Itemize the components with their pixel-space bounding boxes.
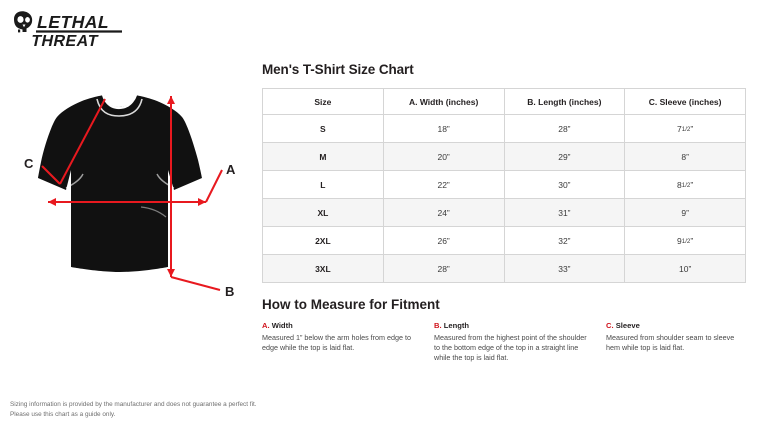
cell-length: 28” bbox=[504, 115, 625, 143]
column-header-length: B. Length (inches) bbox=[504, 89, 625, 115]
label-c: C bbox=[24, 156, 34, 171]
how-to-measure-title: How to Measure for Fitment bbox=[262, 297, 440, 312]
leader-a bbox=[206, 170, 222, 202]
logo-wordmark-top bbox=[35, 12, 111, 32]
table-row bbox=[263, 143, 746, 171]
how-to-name: Length bbox=[443, 321, 470, 330]
logo-text-lethal: LETHAL bbox=[35, 12, 112, 32]
size-chart-panel bbox=[262, 62, 758, 364]
table-row bbox=[263, 227, 746, 255]
table-row bbox=[263, 255, 746, 283]
cell-sleeve: 91/2” bbox=[625, 227, 746, 255]
how-to-letter: C. bbox=[606, 321, 614, 330]
cell-sleeve: 10” bbox=[625, 255, 746, 283]
table-header-row bbox=[263, 89, 746, 115]
cell-length: 32” bbox=[504, 227, 625, 255]
column-header-sleeve: C. Sleeve (inches) bbox=[625, 89, 746, 115]
how-to-item-heading bbox=[434, 321, 592, 330]
cell-width: 26” bbox=[383, 227, 504, 255]
disclaimer-line-2: Please use this chart as a guide only. bbox=[10, 411, 116, 419]
how-to-letter: A. bbox=[262, 321, 270, 330]
table-row bbox=[263, 115, 746, 143]
logo-wordmark-bottom bbox=[30, 32, 100, 50]
cell-size: L bbox=[263, 171, 384, 199]
cell-length: 29” bbox=[504, 143, 625, 171]
column-header-size: Size bbox=[263, 89, 384, 115]
cell-size: M bbox=[263, 143, 384, 171]
cell-sleeve: 81/2” bbox=[625, 171, 746, 199]
cell-size: 2XL bbox=[263, 227, 384, 255]
cell-width: 28” bbox=[383, 255, 504, 283]
cell-length: 31” bbox=[504, 199, 625, 227]
leader-b bbox=[171, 277, 220, 290]
how-to-name: Width bbox=[271, 321, 293, 330]
column-header-width: A. Width (inches) bbox=[383, 89, 504, 115]
label-a: A bbox=[226, 162, 236, 177]
how-to-item-sleeve bbox=[606, 321, 746, 364]
cell-sleeve: 71/2” bbox=[625, 115, 746, 143]
cell-length: 30” bbox=[504, 171, 625, 199]
how-to-text: Measured from the highest point of the shoulder to the bottom edge of the top in a straight line while the top is laid flat. bbox=[434, 333, 587, 363]
how-to-item-heading bbox=[262, 321, 420, 330]
cell-size: 3XL bbox=[263, 255, 384, 283]
disclaimer bbox=[10, 400, 257, 420]
size-chart-table bbox=[262, 88, 746, 283]
how-to-item-length bbox=[434, 321, 606, 364]
how-to-letter: B. bbox=[434, 321, 442, 330]
how-to-item-heading bbox=[606, 321, 746, 330]
cell-width: 24” bbox=[383, 199, 504, 227]
cell-size: S bbox=[263, 115, 384, 143]
how-to-item-width bbox=[262, 321, 434, 364]
table-row bbox=[263, 199, 746, 227]
how-to-measure-section bbox=[262, 297, 758, 364]
how-to-text: Measured from shoulder seam to sleeve hem while top is laid flat. bbox=[606, 333, 735, 353]
disclaimer-line-1: Sizing information is provided by the manufacturer and does not guarantee a perfect fit. bbox=[10, 401, 257, 409]
tshirt-silhouette bbox=[38, 91, 202, 272]
page-title: Men's T-Shirt Size Chart bbox=[262, 62, 414, 77]
cell-width: 18” bbox=[383, 115, 504, 143]
table-row bbox=[263, 171, 746, 199]
cell-size: XL bbox=[263, 199, 384, 227]
cell-sleeve: 8” bbox=[625, 143, 746, 171]
cell-width: 22” bbox=[383, 171, 504, 199]
lethal-threat-logo bbox=[10, 10, 128, 50]
logo-text-threat: THREAT bbox=[29, 32, 100, 50]
cell-sleeve: 9” bbox=[625, 199, 746, 227]
tshirt-diagram bbox=[8, 62, 256, 302]
how-to-name: Sleeve bbox=[615, 321, 640, 330]
label-b: B bbox=[225, 284, 235, 299]
cell-width: 20” bbox=[383, 143, 504, 171]
how-to-text: Measured 1” below the arm holes from edge to edge while the top is laid flat. bbox=[262, 333, 412, 353]
cell-length: 33” bbox=[504, 255, 625, 283]
skull-icon bbox=[14, 11, 32, 32]
